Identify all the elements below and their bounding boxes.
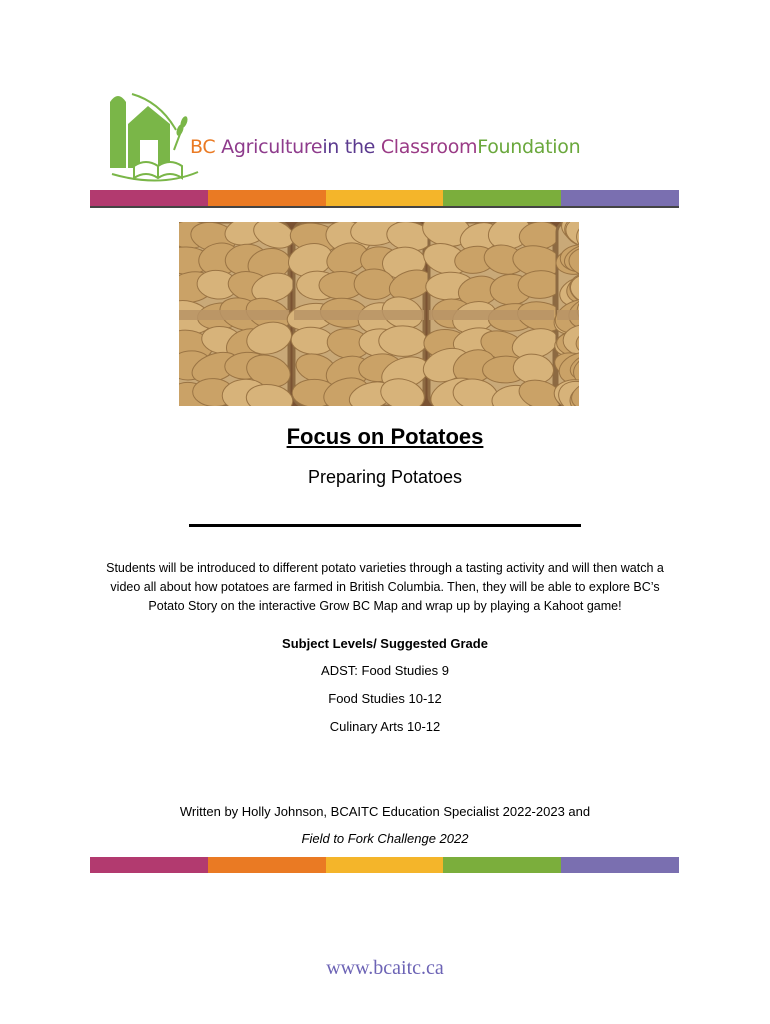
- organization-logo: [100, 88, 620, 188]
- challenge-credit: Field to Fork Challenge 2022: [301, 831, 469, 846]
- bottom-color-stripe: [90, 857, 679, 873]
- stripe-underline: [90, 206, 679, 208]
- grade-item: Culinary Arts 10-12: [329, 719, 441, 734]
- logo-word-foundation: Foundation: [477, 136, 581, 158]
- potato-baskets-image: [179, 222, 579, 406]
- top-color-stripe: [90, 190, 679, 206]
- stripe-segment: [326, 857, 444, 873]
- divider-line: [189, 524, 581, 527]
- logo-word-bc: BC: [190, 136, 216, 158]
- written-by-credit: Written by Holly Johnson, BCAITC Education Specialist 2022-2023 and: [179, 804, 591, 819]
- stripe-segment: [208, 857, 326, 873]
- page-subtitle: Preparing Potatoes: [307, 467, 463, 487]
- logo-word-in-the: in the: [322, 136, 376, 158]
- page-title: Focus on Potatoes: [286, 424, 484, 449]
- stripe-segment: [443, 857, 561, 873]
- barn-logo-icon: [100, 88, 200, 188]
- stripe-segment: [561, 190, 679, 206]
- stripe-segment: [326, 190, 444, 206]
- stripe-segment: [90, 190, 208, 206]
- stripe-segment: [561, 857, 679, 873]
- logo-wordmark: [190, 136, 580, 158]
- logo-word-agriculture: Agriculture: [221, 136, 323, 158]
- subject-levels-heading: Subject Levels/ Suggested Grade: [282, 636, 488, 651]
- website-link[interactable]: www.bcaitc.ca: [326, 957, 444, 979]
- potato-baskets-icon: [179, 222, 579, 406]
- logo-word-classroom: Classroom: [380, 136, 478, 158]
- stripe-segment: [90, 857, 208, 873]
- stripe-segment: [208, 190, 326, 206]
- intro-paragraph: Students will be introduced to different potato varieties through a tasting activity and will then watch a video all about how potatoes are farmed in British Columbia. Then, they will be able to explore BC’s Potato Story on the interactive Grow BC Map and wrap up by playing a Kahoot game!: [106, 561, 664, 613]
- grade-item: ADST: Food Studies 9: [321, 663, 449, 678]
- stripe-segment: [443, 190, 561, 206]
- grade-item: Food Studies 10-12: [328, 691, 442, 706]
